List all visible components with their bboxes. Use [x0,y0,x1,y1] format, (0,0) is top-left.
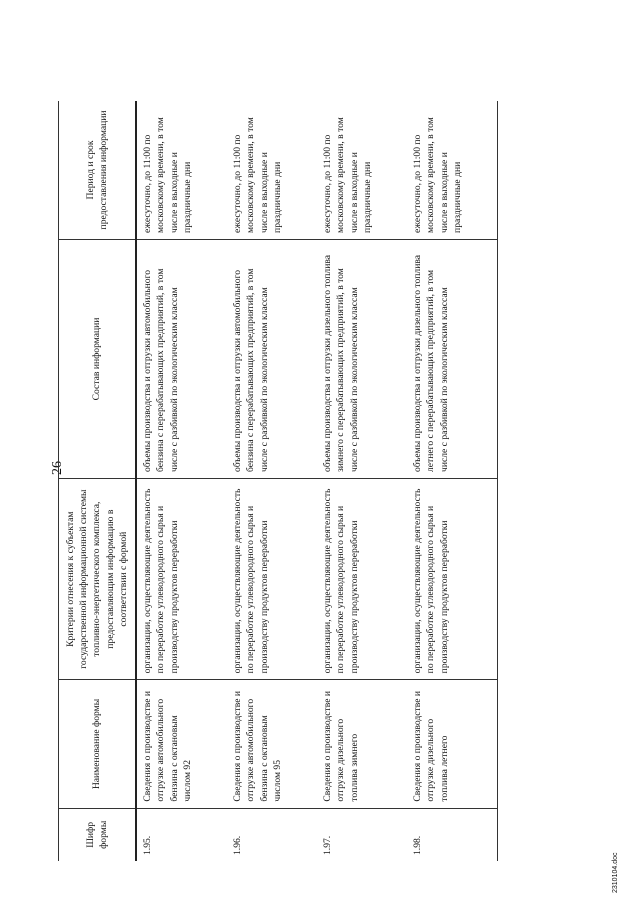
header-code: Шифр формы [59,808,137,861]
cell-composition: объемы производства и отгрузки автомобильного бензина с перерабатывающих предприятий, в том числе с разбивкой по экологическим классам [136,239,227,478]
rotated-page [0,60,640,905]
cell-period: ежесуточно, до 11:00 по московскому времени, в том числе в выходные и праздничные дни [232,117,283,233]
cell-code: 1.97. [317,808,407,861]
cell-composition: объемы производства и отгрузки дизельного топлива зимнего с перерабатывающих предприятий, в том числе с разбивкой по экологическим классам [317,239,407,478]
header-period: Период и срок предоставления информации [59,101,137,239]
cell-period: ежесуточно, до 11:00 по московскому времени, в том числе в выходные и праздничные дни [407,101,498,239]
table-row [136,101,227,861]
page-number: 26 [50,461,65,475]
cell-composition: объемы производства и отгрузки дизельного топлива летнего с перерабатывающих предприятий, в том числе с разбивкой по экологическим классам [407,239,498,478]
cell-criteria: организации, осуществляющие деятельность по переработке углеводородного сырья и производству продуктов переработки [317,479,407,680]
cell-code: 1.95. [136,808,227,861]
cell-criteria: организации, осуществляющие деятельность по переработке углеводородного сырья и производству продуктов переработки [136,479,227,680]
table-row [407,101,498,861]
table-header-row [59,101,137,861]
cell-name: Сведения о производстве и отгрузке дизельного топлива летнего [407,680,498,808]
table-row [227,101,317,861]
cell-criteria: организации, осуществляющие деятельность по переработке углеводородного сырья и производству продуктов переработки [227,479,317,680]
document-id: 2310104.doc [612,852,619,893]
header-name: Наименование формы [59,680,137,808]
cell-name: Сведения о производстве и отгрузке автомобильного бензина с октановым числом 95 [227,680,317,808]
cell-criteria: организации, осуществляющие деятельность по переработке углеводородного сырья и производству продуктов переработки [407,479,498,680]
cell-code: 1.96. [227,808,317,861]
cell-name: Сведения о производстве и отгрузке дизельного топлива зимнего [317,680,407,808]
cell-composition: объемы производства и отгрузки автомобильного бензина с перерабатывающих предприятий, в том числе с разбивкой по экологическим классам [227,239,317,478]
header-criteria: Критерии отнесения к субъектам государственной информационной системы топливно-энергетического комплекса, предоставляющим информацию в соответствии с формой [59,479,137,680]
table-row [317,101,407,861]
cell-period: ежесуточно, до 11:00 по московскому времени, в том числе в выходные и праздничные дни [142,117,193,233]
cell-name: Сведения о производстве и отгрузке автомобильного бензина с октановым числом 92 [136,680,227,808]
cell-code: 1.98. [407,808,498,861]
forms-table [58,101,498,861]
cell-period: ежесуточно, до 11:00 по московскому времени, в том числе в выходные и праздничные дни [322,117,373,233]
header-composition: Состав информации [59,239,137,478]
